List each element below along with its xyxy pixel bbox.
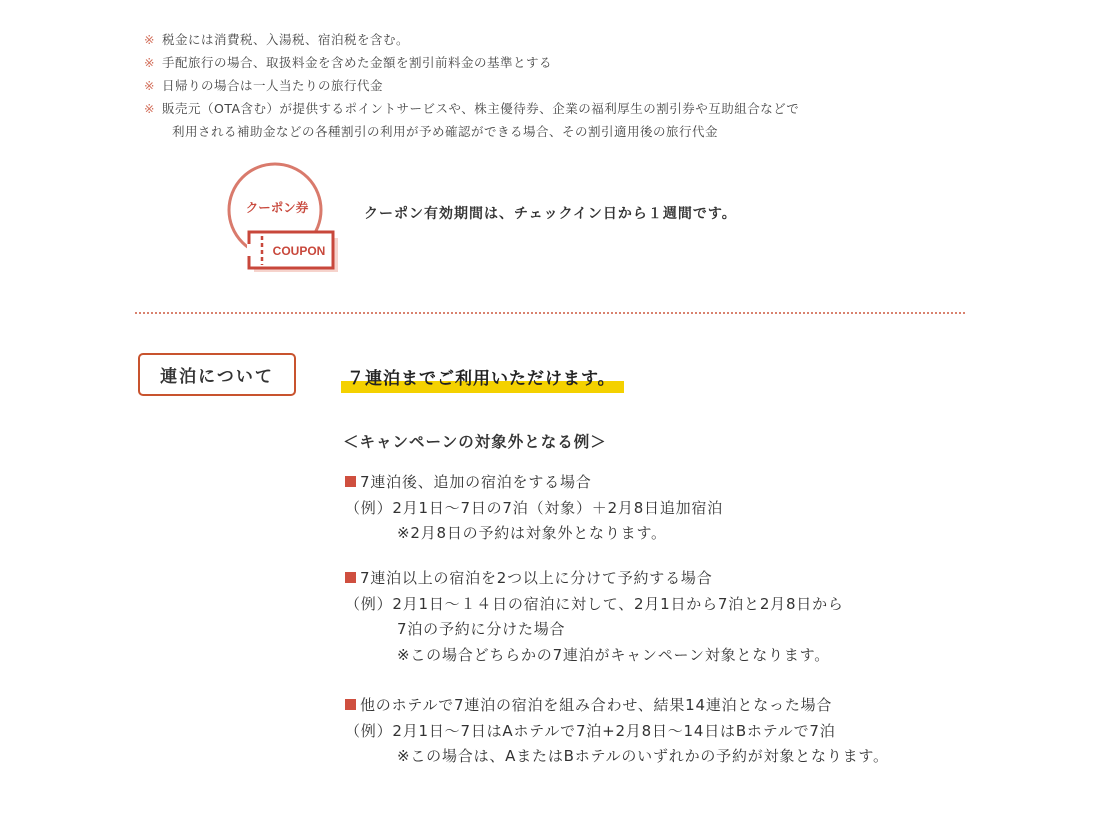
example-note: ※2月8日の予約は対象外となります。	[397, 524, 667, 542]
square-bullet-icon	[345, 699, 356, 710]
square-bullet-icon	[345, 572, 356, 583]
note-mark: ※	[144, 55, 155, 70]
example-note: ※この場合どちらかの7連泊がキャンペーン対象となります。	[397, 645, 831, 664]
example-line: （例）2月1日〜7日の7泊（対象）＋2月8日追加宿泊	[345, 498, 724, 517]
coupon-icon	[220, 160, 344, 278]
note-mark: ※	[144, 78, 155, 93]
note-item: ※ 手配旅行の場合、取扱料金を含めた金額を割引前料金の基準とする	[144, 51, 884, 74]
example-block	[345, 693, 889, 770]
subheading: ＜キャンペーンの対象外となる例＞	[343, 433, 607, 451]
square-bullet-icon	[345, 476, 356, 487]
section-label: 連泊について	[138, 353, 296, 396]
note-continuation: 利用される補助金などの各種割引の利用が予め確認ができる場合、その割引適用後の旅行代金	[172, 124, 719, 139]
section-divider	[135, 312, 965, 314]
coupon-description: クーポン有効期間は、チェックイン日から１週間です。	[364, 206, 737, 222]
example-note: ※この場合は、AまたはBホテルのいずれかの予約が対象となります。	[397, 747, 889, 765]
note-item: ※ 税金には消費税、入湯税、宿泊税を含む。	[144, 28, 884, 51]
notes-list	[144, 28, 884, 143]
coupon-badge-label: COUPON	[272, 244, 326, 258]
note-mark: ※	[144, 32, 155, 47]
note-item: ※ 販売元（OTA含む）が提供するポイントサービスや、株主優待券、企業の福利厚生の割引券や互助組合などで 利用される補助金などの各種割引の利用が予め確認ができる場合、その割引適用後の旅行代金	[144, 97, 884, 143]
example-line: 7泊の予約に分けた場合	[397, 620, 566, 638]
note-mark: ※	[144, 101, 155, 116]
example-block	[345, 566, 844, 668]
example-title: 7連泊後、追加の宿泊をする場合	[360, 473, 592, 491]
example-line: （例）2月1日〜7日はAホテルで7泊+2月8日〜14日はBホテルで7泊	[345, 721, 836, 740]
example-block	[345, 470, 723, 547]
headline-container	[341, 364, 624, 389]
example-title: 7連泊以上の宿泊を2つ以上に分けて予約する場合	[360, 569, 713, 587]
coupon-badge-title: クーポン券	[245, 200, 309, 215]
example-title: 他のホテルで7連泊の宿泊を組み合わせ、結果14連泊となった場合	[360, 696, 833, 714]
note-item: ※ 日帰りの場合は一人当たりの旅行代金	[144, 74, 884, 97]
example-line: （例）2月1日〜１４日の宿泊に対して、2月1日から7泊と2月8日から	[345, 594, 844, 613]
headline: ７連泊までご利用いただけます。	[341, 364, 624, 389]
